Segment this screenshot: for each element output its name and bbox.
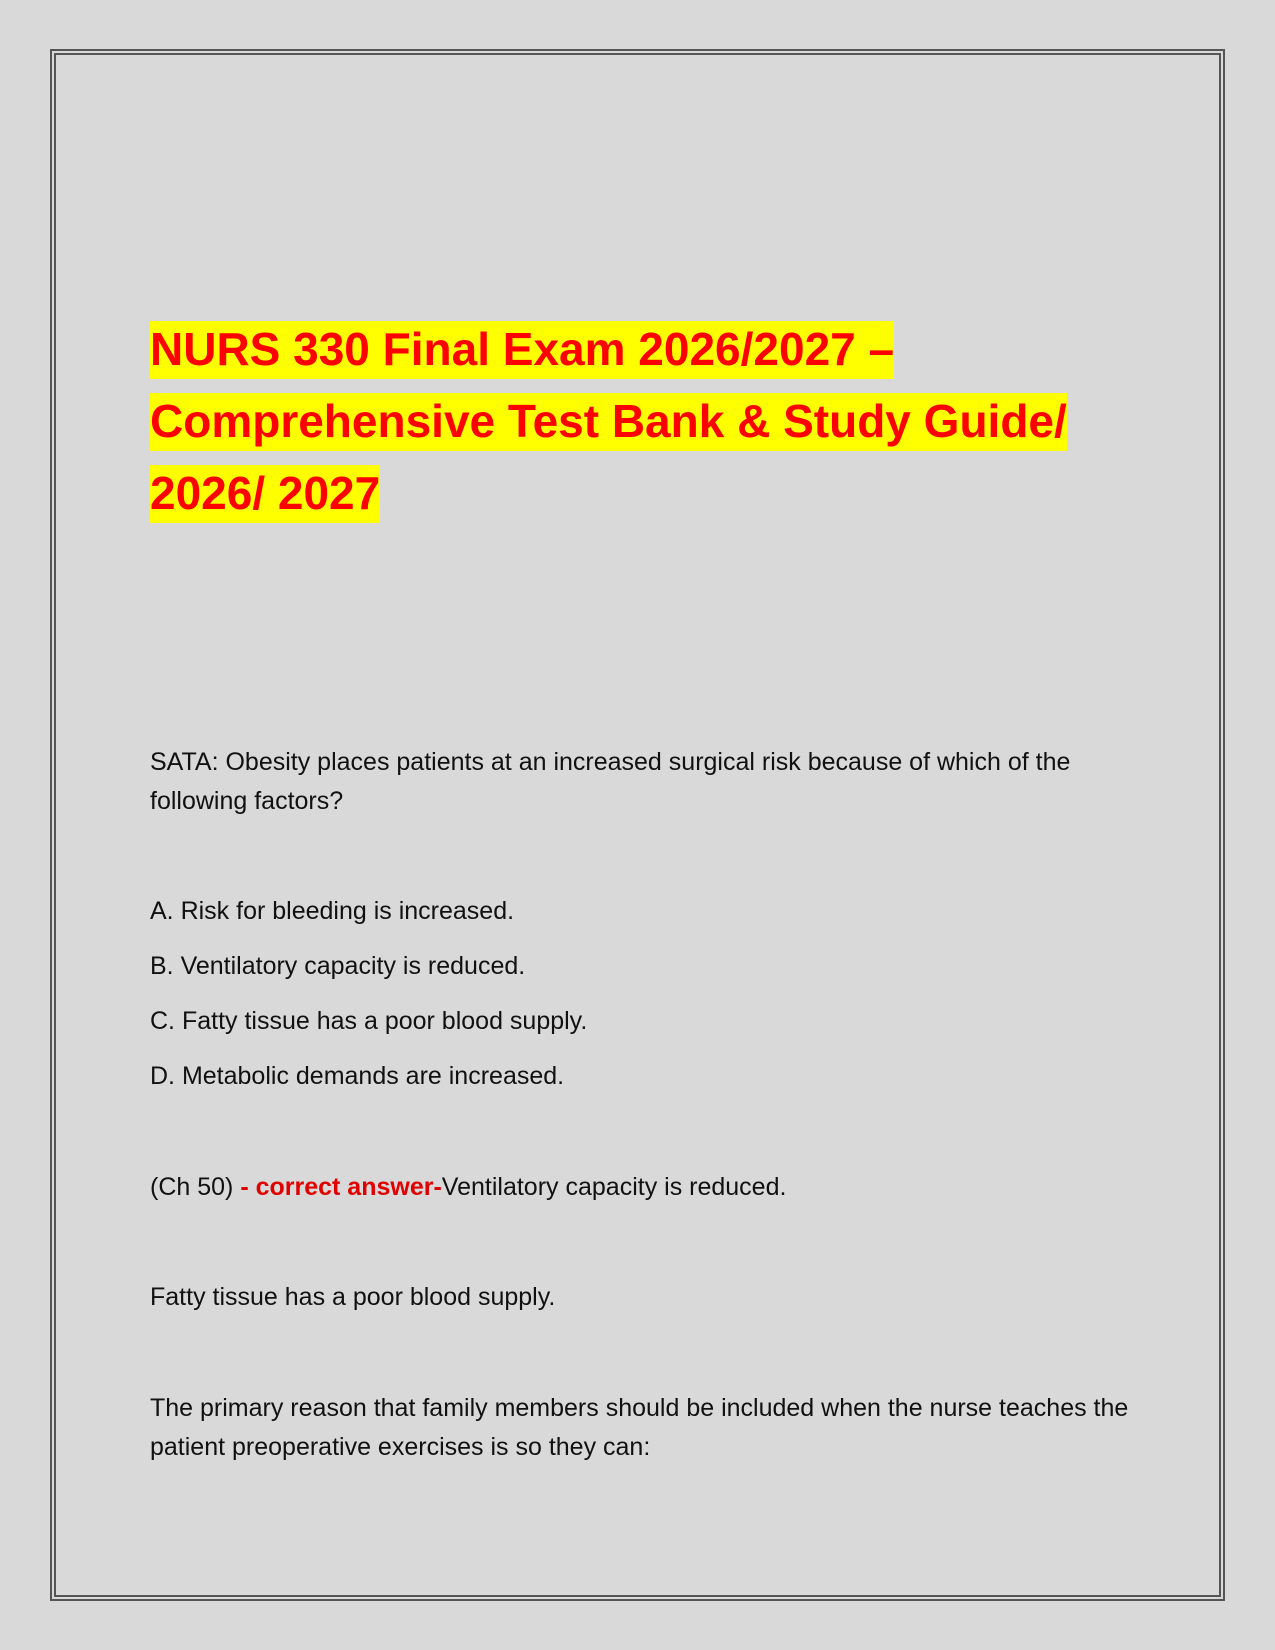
correct-answer-text: Ventilatory capacity is reduced. xyxy=(441,1173,787,1201)
question-1-option-b: B. Ventilatory capacity is reduced. xyxy=(150,952,526,980)
correct-answer-label: - correct answer- xyxy=(240,1173,442,1201)
question-1-text: SATA: Obesity places patients at an increased surgical risk because of which of the following factors? xyxy=(150,748,1071,815)
title-highlight: NURS 330 Final Exam 2026/2027 – Comprehensive Test Bank & Study Guide/ 2026/ 2027 xyxy=(150,321,1067,523)
chapter-reference: (Ch 50) xyxy=(150,1173,234,1201)
question-1-option-a: A. Risk for bleeding is increased. xyxy=(150,897,515,925)
question-1-option-d: D. Metabolic demands are increased. xyxy=(150,1062,565,1090)
question-2-text: The primary reason that family members should be included when the nurse teaches the patient preoperative exercises is so they can: xyxy=(150,1394,1129,1461)
question-1-answer xyxy=(150,1168,1140,1207)
page-border-inner xyxy=(54,53,1221,1597)
question-1-option-c: C. Fatty tissue has a poor blood supply. xyxy=(150,1007,588,1035)
question-1-answer-extra: Fatty tissue has a poor blood supply. xyxy=(150,1283,556,1311)
document-title xyxy=(150,313,1110,529)
